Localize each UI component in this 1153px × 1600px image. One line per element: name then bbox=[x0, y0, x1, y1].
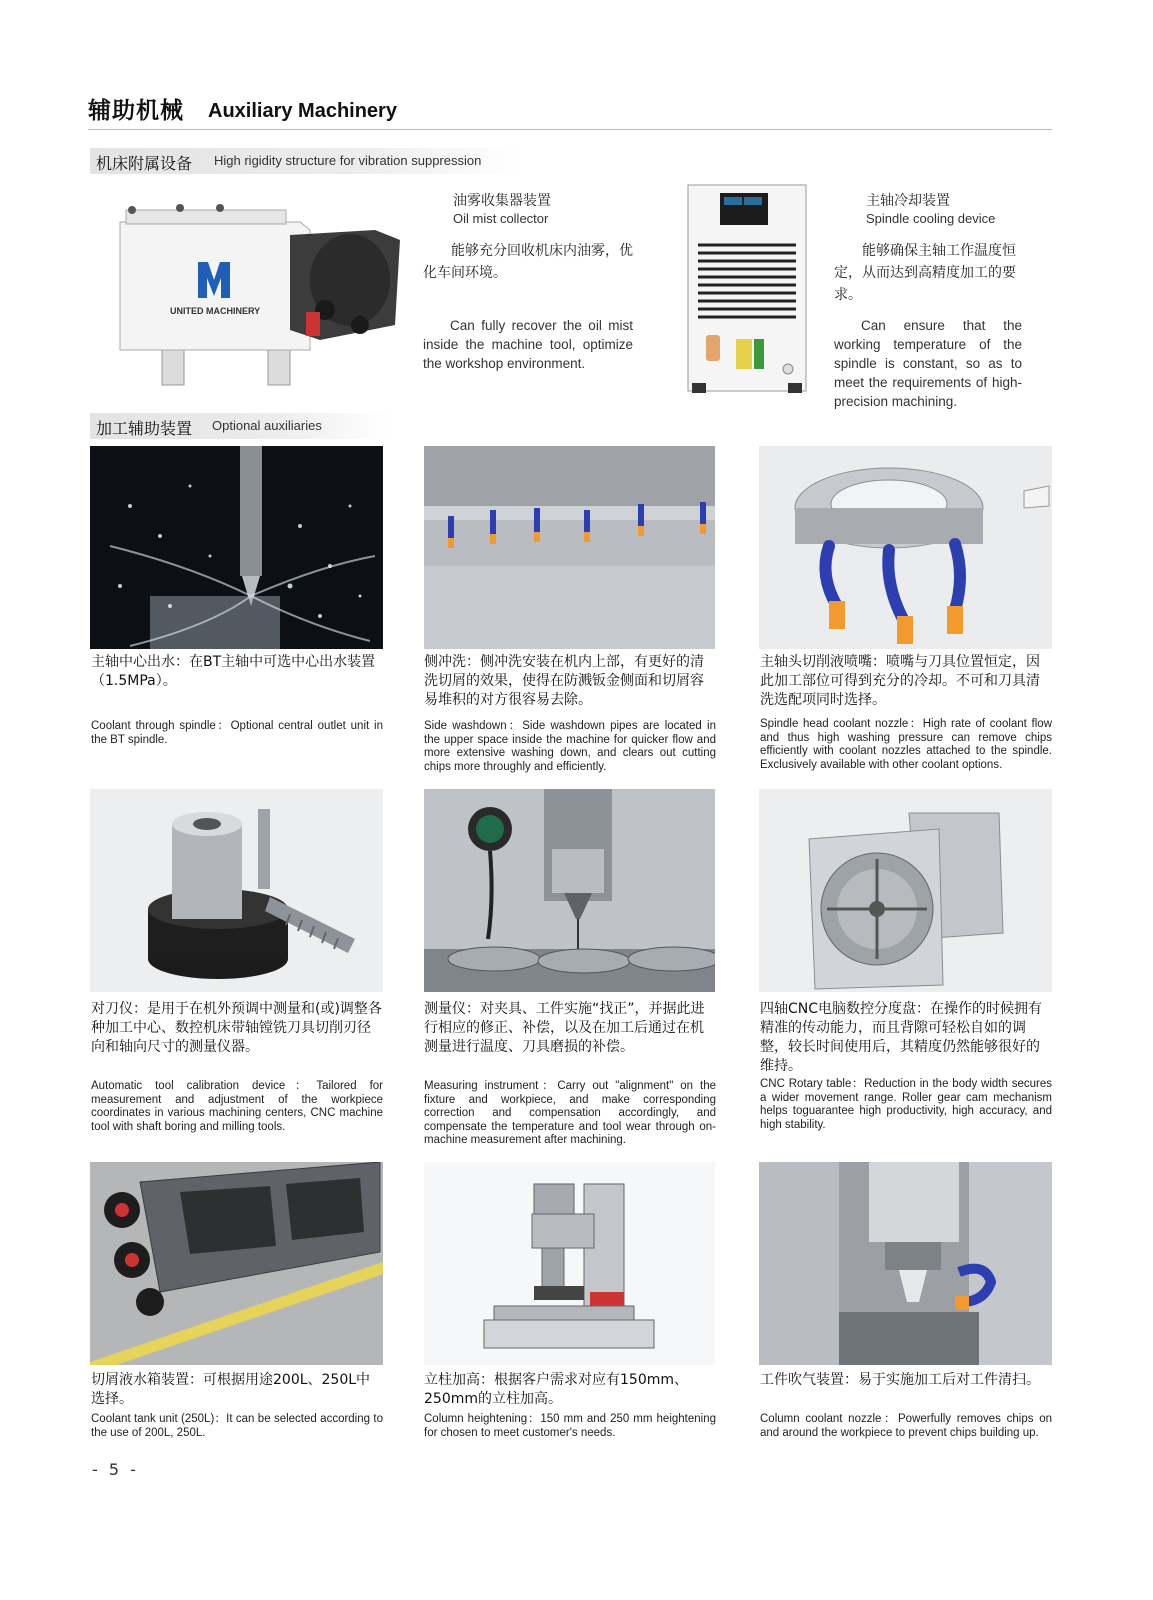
oil-mist-desc-zh: 能够充分回收机床内油雾，优化车间环境。 bbox=[423, 243, 633, 281]
brand-logo-text: UNITED MACHINERY bbox=[170, 306, 261, 316]
page-title-zh: 辅助机械 bbox=[88, 98, 184, 124]
page-title-en: Auxiliary Machinery bbox=[208, 100, 397, 122]
cooling-desc-en: Can ensure that the working temperature of the spindle is constant, so as to meet the requirements of high-precision machining. bbox=[834, 318, 1022, 409]
card-6-zh: 四轴CNC电脑数控分度盘：在操作的时候拥有精准的传动能力，而且背隙可轻松自如的调整，较长时间使用后，其精度仍然能够很好的维持。 bbox=[760, 1001, 1043, 1074]
side-washdown-image bbox=[424, 446, 715, 649]
card-2-zh: 侧冲洗：侧冲洗安装在机内上部，有更好的清洗切屑的效果，使得在防溅钣金侧面和切屑容易堆积的对方很容易去除。 bbox=[424, 654, 704, 708]
card-7-en: Coolant tank unit (250L)：It can be selected according to the use of 200L, 250L. bbox=[91, 1413, 383, 1439]
workpiece-air-blow-image bbox=[759, 1162, 1052, 1365]
card-4-en: Automatic tool calibration device：Tailored for measurement and adjustment of the workpiece coordinates in various machining centers, CNC machine tool with shaft boring and milling tools. bbox=[91, 1080, 383, 1133]
oil-mist-title-zh: 油雾收集器装置 bbox=[453, 193, 551, 209]
oil-mist-title-en: Oil mist collector bbox=[453, 211, 549, 226]
section-label-en: High rigidity structure for vibration suppression bbox=[214, 153, 482, 168]
cnc-rotary-table-image bbox=[759, 789, 1052, 992]
card-4-zh: 对刀仪：是用于在机外预调中测量和(或)调整各种加工中心、数控机床带轴镗铣刀具切削刃径向和轴向尺寸的测量仪器。 bbox=[91, 1001, 382, 1055]
card-1-zh: 主轴中心出水：在BT主轴中可选中心出水装置（1.5MPa）。 bbox=[91, 654, 376, 689]
card-5-zh: 测量仪：对夹具、工件实施“找正”，并据此进行相应的修正、补偿，以及在加工后通过在机测量进行温度、刀具磨损的补偿。 bbox=[424, 1001, 705, 1055]
coolant-tank-unit-image bbox=[90, 1162, 383, 1365]
page-number: - 5 - bbox=[92, 1460, 139, 1479]
card-8-en: Column heightening：150 mm and 250 mm heightening for chosen to meet customer's needs. bbox=[424, 1413, 716, 1439]
column-heightening-image bbox=[424, 1162, 715, 1365]
oil-mist-desc-en: Can fully recover the oil mist inside the machine tool, optimize the workshop environment. bbox=[423, 318, 633, 371]
page-header bbox=[88, 92, 1052, 130]
card-1-en: Coolant through spindle：Optional central outlet unit in the BT spindle. bbox=[91, 720, 383, 746]
cooling-desc-zh: 能够确保主轴工作温度恒定，从而达到高精度加工的要求。 bbox=[834, 243, 1016, 303]
card-5-en: Measuring instrument：Carry out "alignment" on the fixture and workpiece, and make corresponding correction and compensation accordingly, and compensate the temperature and tool wear through on-machine measurement after machining. bbox=[424, 1080, 716, 1146]
section-label-zh: 加工辅助装置 bbox=[96, 419, 193, 438]
card-7-zh: 切屑液水箱装置：可根据用途200L、250L中选择。 bbox=[91, 1372, 371, 1407]
cooling-title-en: Spindle cooling device bbox=[866, 211, 996, 226]
card-2-en: Side washdown：Side washdown pipes are located in the upper space inside the machine for quicker flow and more extensive washing down, and clears out cutting chips more throughly and efficiently. bbox=[424, 720, 716, 773]
card-9-zh: 工件吹气装置：易于实施加工后对工件清扫。 bbox=[760, 1372, 1040, 1388]
measuring-instrument-image bbox=[424, 789, 715, 992]
card-3-zh: 主轴头切削液喷嘴：喷嘴与刀具位置恒定，因此加工部位可得到充分的冷却。不可和刀具清洗选配项同时选择。 bbox=[760, 654, 1040, 708]
spindle-cooling-image bbox=[684, 183, 810, 398]
card-3-en: Spindle head coolant nozzle：High rate of coolant flow and thus high washing pressure can remove chips efficiently with coolant nozzles attached to the spindle. Exclusively available with other coolant options. bbox=[760, 718, 1052, 771]
section-label-zh: 机床附属设备 bbox=[96, 154, 193, 173]
oil-mist-collector-image bbox=[110, 200, 406, 390]
coolant-through-spindle-image bbox=[90, 446, 383, 649]
card-9-en: Column coolant nozzle：Powerfully removes chips on and around the workpiece to prevent chips building up. bbox=[760, 1413, 1052, 1439]
card-8-zh: 立柱加高：根据客户需求对应有150mm、250mm的立柱加高。 bbox=[424, 1372, 688, 1407]
section-label-machine-attachments bbox=[90, 148, 520, 174]
card-6-en: CNC Rotary table：Reduction in the body width secures a wider movement range. Roller gear cam mechanism helps toguarantee high productivity, high accuracy, and high stability. bbox=[760, 1078, 1052, 1131]
tool-calibration-device-image bbox=[90, 789, 383, 992]
spindle-head-coolant-nozzle-image bbox=[759, 446, 1052, 649]
section-label-optional-auxiliaries bbox=[90, 413, 390, 439]
section-label-en: Optional auxiliaries bbox=[212, 418, 322, 433]
cooling-title-zh: 主轴冷却装置 bbox=[866, 193, 950, 209]
